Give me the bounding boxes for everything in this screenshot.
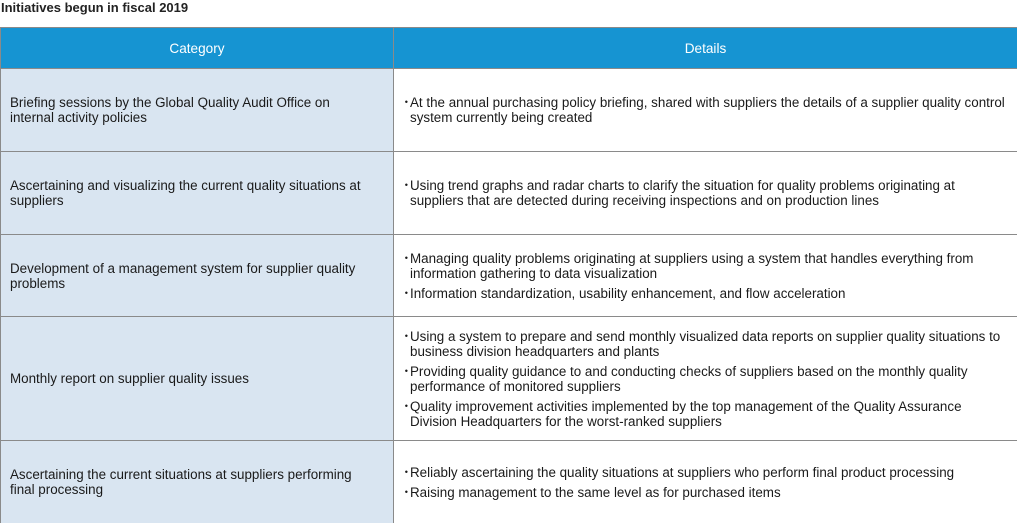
bullet-icon: ･ bbox=[403, 250, 410, 266]
details-cell bbox=[394, 152, 1017, 235]
header-category: Category bbox=[1, 28, 394, 69]
details-text: Using trend graphs and radar charts to clarify the situation for quality problems originating at suppliers that are detected during receiving inspections and on production lines bbox=[410, 178, 955, 208]
header-details: Details bbox=[394, 28, 1017, 69]
details-text: At the annual purchasing policy briefing, shared with suppliers the details of a supplier quality control system currently being created bbox=[410, 95, 1005, 125]
details-item bbox=[403, 485, 1011, 500]
category-cell: Ascertaining and visualizing the current quality situations at suppliers bbox=[1, 152, 394, 235]
header-row bbox=[1, 28, 1017, 69]
table-row bbox=[1, 235, 1017, 317]
bullet-icon: ･ bbox=[403, 285, 410, 301]
category-cell: Monthly report on supplier quality issues bbox=[1, 317, 394, 441]
bullet-icon: ･ bbox=[403, 178, 410, 193]
details-cell bbox=[394, 69, 1017, 152]
category-cell: Ascertaining the current situations at suppliers performing final processing bbox=[1, 441, 394, 523]
details-list bbox=[403, 95, 1011, 125]
details-cell bbox=[394, 235, 1017, 317]
details-item bbox=[403, 364, 1011, 394]
page-title: Initiatives begun in fiscal 2019 bbox=[1, 0, 189, 15]
initiatives-table bbox=[0, 27, 1017, 523]
details-text: Reliably ascertaining the quality situations at suppliers who perform final product processing bbox=[410, 464, 955, 480]
details-list bbox=[403, 329, 1011, 429]
details-item bbox=[403, 286, 1011, 301]
table-header bbox=[1, 28, 1017, 69]
details-text: Providing quality guidance to and conducting checks of suppliers based on the monthly quality performance of monitored suppliers bbox=[410, 363, 968, 394]
table-row bbox=[1, 317, 1017, 441]
details-text: Managing quality problems originating at suppliers using a system that handles everything from information gathering to data visualization bbox=[410, 250, 974, 281]
table-body bbox=[1, 69, 1017, 523]
details-text: Raising management to the same level as for purchased items bbox=[410, 484, 781, 500]
details-item bbox=[403, 399, 1011, 429]
bullet-icon: ･ bbox=[403, 464, 410, 480]
bullet-icon: ･ bbox=[403, 484, 410, 500]
category-cell: Briefing sessions by the Global Quality Audit Office on internal activity policies bbox=[1, 69, 394, 152]
details-item bbox=[403, 178, 1011, 208]
category-cell: Development of a management system for supplier quality problems bbox=[1, 235, 394, 317]
table-row bbox=[1, 69, 1017, 152]
bullet-icon: ･ bbox=[403, 398, 410, 414]
table-row bbox=[1, 152, 1017, 235]
details-list bbox=[403, 251, 1011, 301]
details-list bbox=[403, 178, 1011, 208]
details-text: Information standardization, usability enhancement, and flow acceleration bbox=[410, 285, 846, 301]
details-item bbox=[403, 465, 1011, 480]
details-item bbox=[403, 329, 1011, 359]
bullet-icon: ･ bbox=[403, 95, 410, 110]
table-row bbox=[1, 441, 1017, 523]
details-text: Quality improvement activities implemented by the top management of the Quality Assurance Division Headquarters for the worst-ranked suppliers bbox=[410, 398, 962, 429]
details-text: Using a system to prepare and send monthly visualized data reports on supplier quality situations to business division headquarters and plants bbox=[410, 328, 1001, 359]
bullet-icon: ･ bbox=[403, 363, 410, 379]
details-item bbox=[403, 251, 1011, 281]
bullet-icon: ･ bbox=[403, 328, 410, 344]
details-list bbox=[403, 465, 1011, 500]
details-cell bbox=[394, 441, 1017, 523]
details-cell bbox=[394, 317, 1017, 441]
details-item bbox=[403, 95, 1011, 125]
